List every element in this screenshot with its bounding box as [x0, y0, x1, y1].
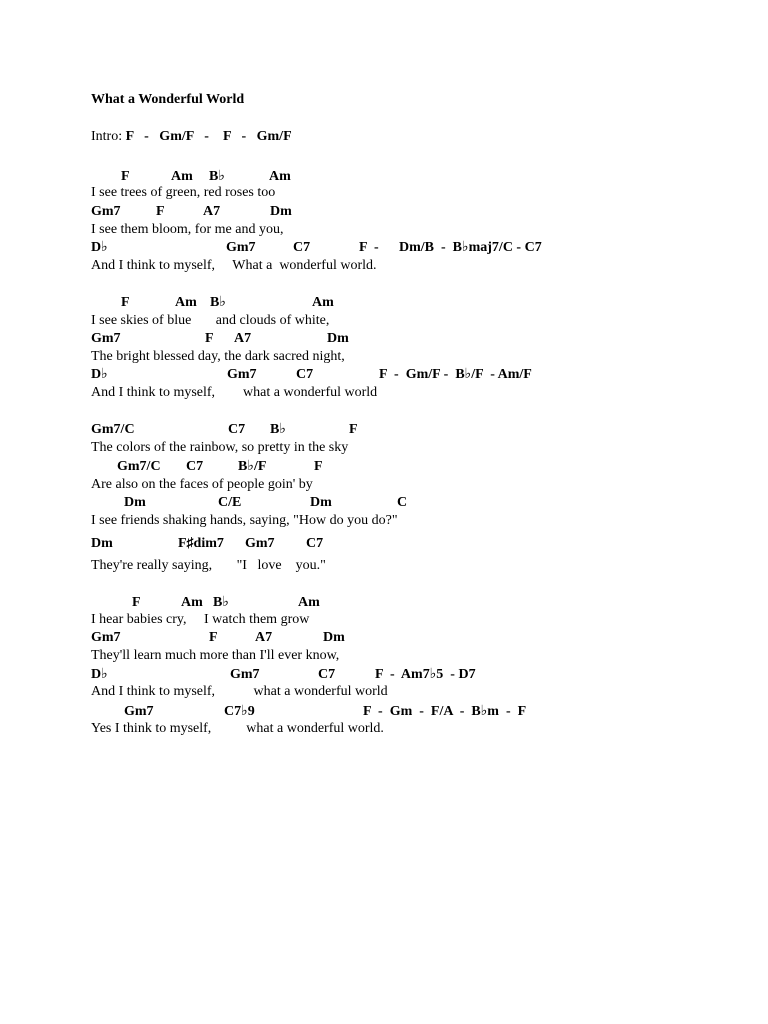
chord-line — [91, 629, 691, 646]
chord-line — [91, 421, 691, 438]
chord: F — [132, 595, 141, 610]
chord-line — [91, 366, 691, 383]
chord: F — [156, 204, 165, 219]
chord: Gm7 — [91, 630, 121, 645]
chord: D♭ — [91, 240, 108, 255]
lyric-line: I see trees of green, red roses too — [91, 185, 276, 200]
song-title: What a Wonderful World — [91, 92, 245, 107]
chord: C7♭9 — [224, 704, 255, 719]
chord: Dm — [91, 536, 113, 551]
chord: Gm7 — [91, 331, 121, 346]
chord-line — [91, 330, 691, 347]
lyric-line: I hear babies cry, I watch them grow — [91, 612, 310, 627]
chord: C7 — [318, 667, 336, 682]
chord: F — [205, 331, 214, 346]
chord: F - Am7♭5 - D7 — [375, 667, 476, 682]
chord: F — [121, 169, 130, 184]
chord-line — [91, 494, 691, 511]
chord: F — [349, 422, 358, 437]
chord: Am — [181, 595, 203, 610]
chord: F - — [359, 240, 379, 255]
chord: Gm7 — [226, 240, 256, 255]
lyric-line: And I think to myself, what a wonderful world — [91, 684, 388, 699]
chord: A7 — [234, 331, 252, 346]
chord: Gm7/C — [91, 422, 135, 437]
lyric-line: They're really saying, "I love you." — [91, 558, 326, 573]
chord: B♭ — [213, 595, 229, 610]
lyric-line: Are also on the faces of people goin' by — [91, 477, 313, 492]
lyric-line: And I think to myself, what a wonderful world — [91, 385, 378, 400]
chord: C/E — [218, 495, 242, 510]
chord: Gm7 — [245, 536, 275, 551]
chord: C7 — [228, 422, 246, 437]
intro-line — [91, 129, 292, 145]
chord-line — [91, 666, 691, 683]
chord: F - Gm/F - B♭/F - Am/F — [379, 367, 532, 382]
chord: Gm7 — [227, 367, 257, 382]
chord: B♭/F — [238, 459, 267, 474]
lyric-line: The bright blessed day, the dark sacred night, — [91, 349, 345, 364]
chord: Am — [312, 295, 334, 310]
chord-line — [91, 294, 691, 311]
chord: Dm — [310, 495, 332, 510]
chord-line — [91, 239, 691, 256]
lyric-line: I see skies of blue and clouds of white, — [91, 313, 330, 328]
chord-line — [91, 458, 691, 475]
intro-chords: F - Gm/F - F - Gm/F — [125, 129, 292, 144]
lyric-line: And I think to myself, What a wonderful world. — [91, 258, 377, 273]
chord: Gm7 — [91, 204, 121, 219]
chord: F — [121, 295, 130, 310]
chord: Dm/B - B♭maj7/C - C7 — [399, 240, 542, 255]
chord: C7 — [293, 240, 311, 255]
chord-line — [91, 535, 691, 552]
chord: Dm — [323, 630, 345, 645]
intro-label: Intro: — [91, 129, 126, 144]
chord: B♭ — [209, 169, 225, 184]
chord: C7 — [306, 536, 324, 551]
chord: Am — [269, 169, 291, 184]
chord: A7 — [203, 204, 221, 219]
chord: Gm7/C — [117, 459, 161, 474]
lyric-line: I see them bloom, for me and you, — [91, 222, 284, 237]
chord: F — [314, 459, 323, 474]
chord: F - Gm - F/A - B♭m - F — [363, 704, 527, 719]
chord: Gm7 — [124, 704, 154, 719]
chord: C — [397, 495, 408, 510]
chord: C7 — [186, 459, 204, 474]
chord-line — [91, 203, 691, 220]
lyric-line: The colors of the rainbow, so pretty in the sky — [91, 440, 349, 455]
chord: Gm7 — [230, 667, 260, 682]
chord: Dm — [124, 495, 146, 510]
chord: A7 — [255, 630, 273, 645]
chord: Dm — [270, 204, 292, 219]
chord: F — [209, 630, 218, 645]
chord: Dm — [327, 331, 349, 346]
lyric-line: I see friends shaking hands, saying, "How do you do?" — [91, 513, 398, 528]
lyric-line: Yes I think to myself, what a wonderful world. — [91, 721, 384, 736]
lyric-line: They'll learn much more than I'll ever know, — [91, 648, 340, 663]
chord: Am — [171, 169, 193, 184]
chord: Am — [175, 295, 197, 310]
chord: Am — [298, 595, 320, 610]
chord-line — [91, 168, 691, 185]
chord: D♭ — [91, 667, 108, 682]
chord: C7 — [296, 367, 314, 382]
chord-line — [91, 594, 691, 611]
chord: B♭ — [270, 422, 286, 437]
chord: D♭ — [91, 367, 108, 382]
chord-line — [91, 703, 691, 720]
chord: B♭ — [210, 295, 226, 310]
chord: F♯dim7 — [178, 536, 224, 551]
